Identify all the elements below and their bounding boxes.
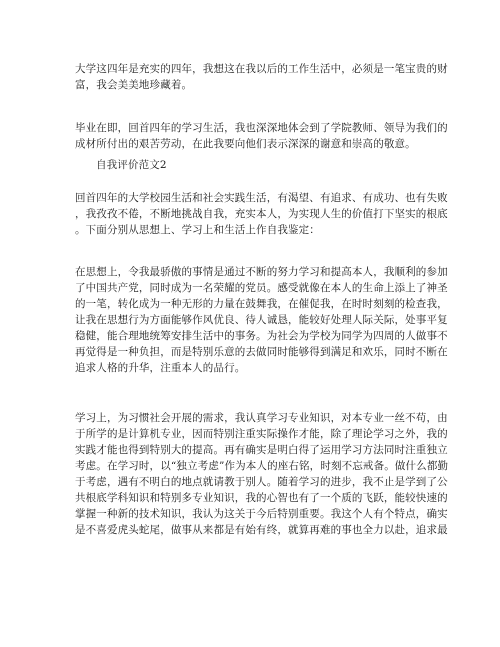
text-line: 于所学的是计算机专业，因而特别注重实际操作才能，除了理论学习之外，我的 xyxy=(75,428,448,440)
paragraph-study xyxy=(75,410,449,538)
text-line: 。下面分别从思想上、学习上和生活上作自我鉴定： xyxy=(75,224,320,236)
text-line: 实践才能也得到特别大的提高。再有确实是明白得了运用学习方法同时注重独立 xyxy=(75,444,448,456)
text-line: 成材所付出的艰苦劳动，在此我要向他们表示深深的谢意和崇高的敬意。 xyxy=(75,138,416,150)
text-line: 是不喜爱虎头蛇尾，做事从来都是有始有终，就算再难的事也全力以赴，追求最 xyxy=(75,524,448,536)
section-heading xyxy=(75,157,425,173)
text-line: 考虑。在学习时，以“独立考虑”作为本人的座右铭，时刻不忘戒备。做什么都勤 xyxy=(75,460,449,472)
text-line: 再觉得是一种负担，而是特别乐意的去做同时能够得到满足和欢乐，同时不断在 xyxy=(75,346,448,358)
text-line: 的一笔，转化成为一种无形的力量在鼓舞我，在催促我，在时时刻刻的检查我， xyxy=(75,298,448,310)
paragraph-intro xyxy=(75,190,448,238)
text-line: 学习上，为习惯社会开展的需求，我认真学习专业知识，对本专业一丝不苟，由 xyxy=(75,412,448,424)
section-heading-text: 自我评价范文2 xyxy=(96,159,167,171)
text-line: 了中国共产党，同时成为一名荣耀的党员。感受就像在本人的生命上添上了神圣 xyxy=(75,282,448,294)
paragraph-conclusion xyxy=(75,61,448,93)
text-line: 大学这四年是充实的四年，我想这在我以后的工作生活中，必须是一笔宝贵的财 xyxy=(75,63,448,75)
text-line: 于考虑，遇有不明白的地点就请教于别人。随着学习的进步，我不止是学到了公 xyxy=(75,476,448,488)
paragraph-gratitude xyxy=(75,120,448,152)
text-line: 回首四年的大学校园生活和社会实践生活，有渴望、有追求、有成功、也有失败 xyxy=(75,192,448,204)
text-line: ，我孜孜不倦，不断地挑战自我，充实本人，为实现人生的价值打下坚实的根底 xyxy=(75,208,448,220)
text-line: 毕业在即，回首四年的学习生活，我也深深地体会到了学院教师、领导为我们的 xyxy=(75,122,448,134)
text-line: 追求人格的升华，注重本人的品行。 xyxy=(75,362,246,374)
text-line: 共根底学科知识和特别多专业知识，我的心智也有了一个质的飞跃，能较快速的 xyxy=(75,492,448,504)
paragraph-thought xyxy=(75,264,448,376)
text-line: 稳健，能合理地统筹安排生活中的事务。为社会为学校为同学为四周的人做事不 xyxy=(75,330,448,342)
text-line: 让我在思想行为方面能够作风优良、待人诚恳，能较好处理人际关际，处事平复 xyxy=(75,314,448,326)
text-line: 在思想上，令我最骄傲的事情是通过不断的努力学习和提高本人，我顺利的参加 xyxy=(75,266,448,278)
text-line: 富，我会美美地珍藏着。 xyxy=(75,79,193,91)
text-line: 掌握一种新的技术知识，我认为这关于今后特别重要。我这个人有个特点，确实 xyxy=(75,508,448,520)
